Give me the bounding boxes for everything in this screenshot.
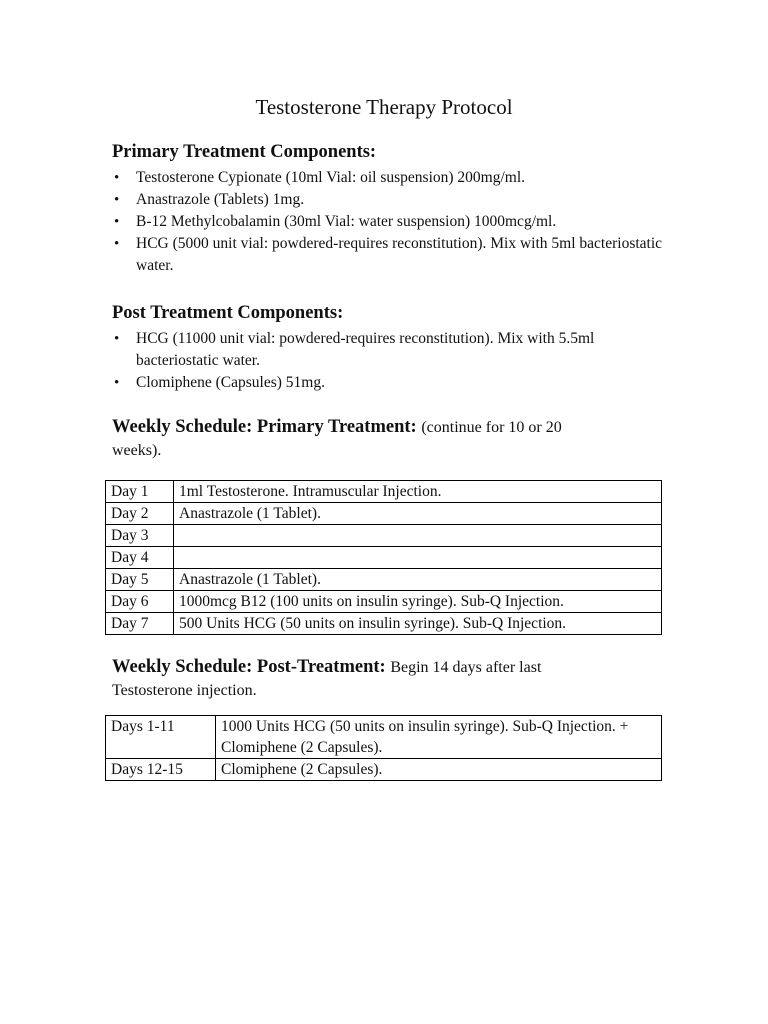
post-components-heading: Post Treatment Components: bbox=[112, 303, 344, 323]
primary-components-section bbox=[112, 140, 672, 277]
list-item: • HCG (11000 unit vial: powdered-requires reconstitution). Mix with 5.5ml bacteriostatic water. bbox=[112, 328, 672, 372]
day-cell: Day 3 bbox=[106, 525, 174, 547]
instruction-cell: Anastrazole (1 Tablet). bbox=[174, 503, 662, 525]
table-row bbox=[106, 591, 662, 613]
table-row bbox=[106, 569, 662, 591]
day-cell: Days 12-15 bbox=[106, 759, 216, 781]
post-schedule-note-continued: Testosterone injection. bbox=[112, 682, 257, 699]
table-row bbox=[106, 503, 662, 525]
day-cell: Day 4 bbox=[106, 547, 174, 569]
post-schedule-note: Begin 14 days after last bbox=[390, 659, 542, 676]
instruction-cell: 1000 Units HCG (50 units on insulin syringe). Sub-Q Injection. + Clomiphene (2 Capsules). bbox=[216, 716, 662, 759]
table-row bbox=[106, 525, 662, 547]
day-cell: Day 7 bbox=[106, 613, 174, 635]
primary-schedule-heading bbox=[112, 415, 672, 440]
post-schedule-section bbox=[112, 655, 672, 702]
table-row bbox=[106, 716, 662, 759]
table-row bbox=[106, 547, 662, 569]
primary-schedule-note: (continue for 10 or 20 bbox=[421, 419, 562, 436]
day-cell: Day 2 bbox=[106, 503, 174, 525]
list-item: • HCG (5000 unit vial: powdered-requires reconstitution). Mix with 5ml bacteriostatic water. bbox=[112, 233, 672, 277]
instruction-cell bbox=[174, 525, 662, 547]
primary-components-heading: Primary Treatment Components: bbox=[112, 142, 377, 162]
post-schedule-title: Weekly Schedule: Post-Treatment: bbox=[112, 657, 386, 677]
day-cell: Day 6 bbox=[106, 591, 174, 613]
list-item: • B-12 Methylcobalamin (30ml Vial: water suspension) 1000mcg/ml. bbox=[112, 211, 672, 233]
instruction-cell: 500 Units HCG (50 units on insulin syringe). Sub-Q Injection. bbox=[174, 613, 662, 635]
list-item: • Anastrazole (Tablets) 1mg. bbox=[112, 189, 672, 211]
instruction-cell bbox=[174, 547, 662, 569]
instruction-cell: Anastrazole (1 Tablet). bbox=[174, 569, 662, 591]
post-components-section bbox=[112, 301, 672, 394]
primary-schedule-section bbox=[112, 415, 672, 462]
post-schedule-table bbox=[105, 715, 662, 781]
primary-schedule-table bbox=[105, 480, 662, 635]
post-schedule-heading bbox=[112, 655, 672, 680]
day-cell: Day 5 bbox=[106, 569, 174, 591]
primary-components-list bbox=[112, 167, 672, 277]
primary-schedule-title: Weekly Schedule: Primary Treatment: bbox=[112, 417, 417, 437]
document-title: Testosterone Therapy Protocol bbox=[255, 95, 513, 119]
list-item: • Testosterone Cypionate (10ml Vial: oil suspension) 200mg/ml. bbox=[112, 167, 672, 189]
table-row bbox=[106, 481, 662, 503]
day-cell: Day 1 bbox=[106, 481, 174, 503]
primary-schedule-note-continued: weeks). bbox=[112, 442, 162, 459]
instruction-cell: 1000mcg B12 (100 units on insulin syringe). Sub-Q Injection. bbox=[174, 591, 662, 613]
instruction-cell: Clomiphene (2 Capsules). bbox=[216, 759, 662, 781]
table-row bbox=[106, 759, 662, 781]
list-item: • Clomiphene (Capsules) 51mg. bbox=[112, 372, 672, 394]
day-cell: Days 1-11 bbox=[106, 716, 216, 759]
table-row bbox=[106, 613, 662, 635]
instruction-cell: 1ml Testosterone. Intramuscular Injection. bbox=[174, 481, 662, 503]
post-components-list bbox=[112, 328, 672, 394]
